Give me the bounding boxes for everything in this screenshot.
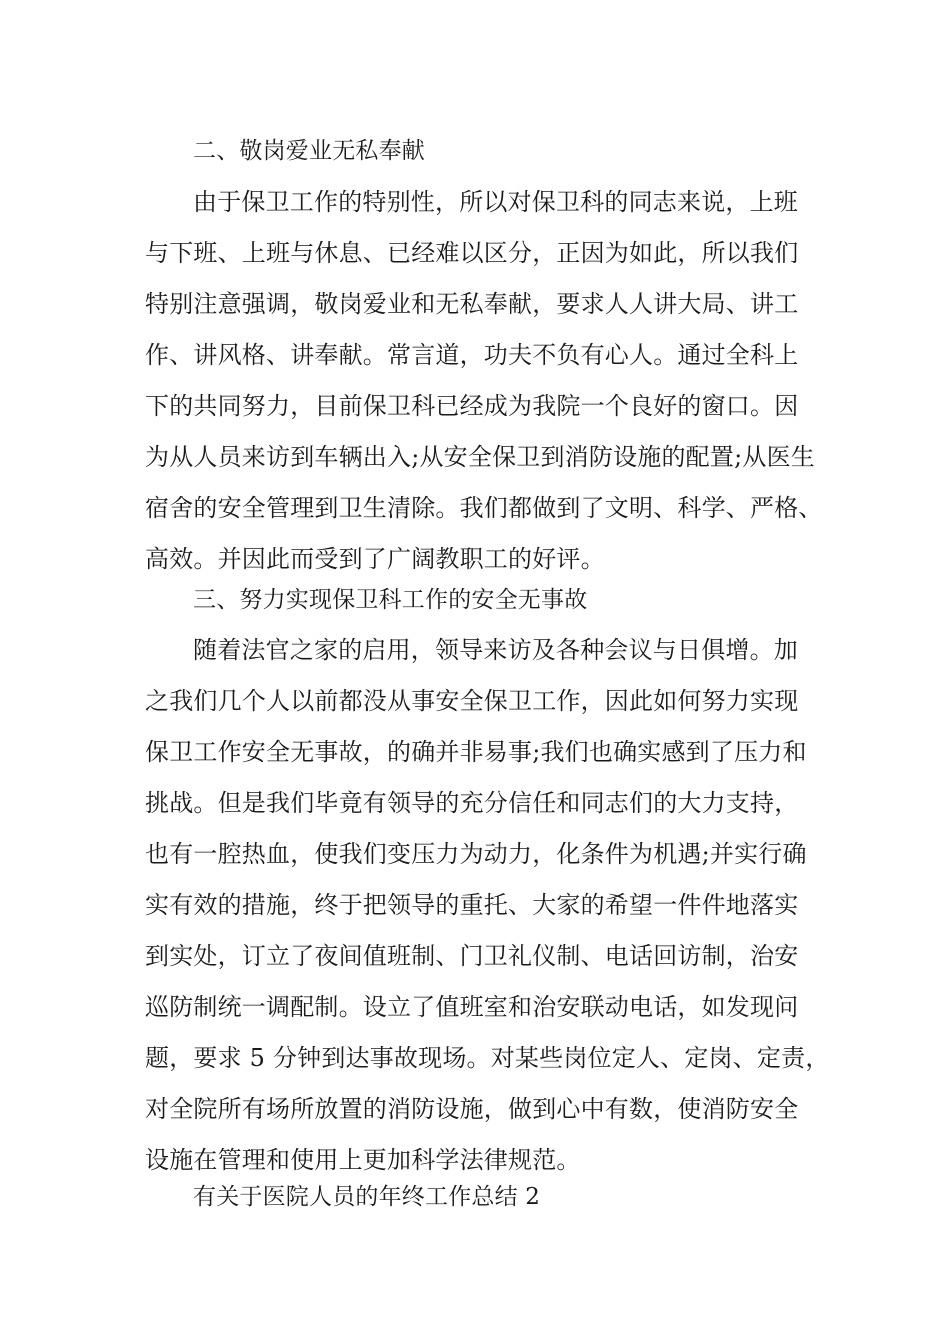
section-three-heading (145, 575, 835, 626)
paragraph-line: 挑战。但是我们毕竟有领导的充分信任和同志们的大力支持， (145, 789, 799, 817)
section-two-heading (145, 126, 835, 177)
paragraph-line: 题，要求 5 分钟到达事故现场。对某些岗位定人、定岗、定责， (145, 1044, 830, 1072)
paragraph-line: 到实处，订立了夜间值班制、门卫礼仪制、电话回访制，治安 (145, 942, 799, 970)
paragraph-line: 对全院所有场所放置的消防设施，做到心中有数，使消防安全 (145, 1095, 799, 1123)
paragraph-line: 之我们几个人以前都没从事安全保卫工作，因此如何努力实现 (145, 687, 799, 715)
paragraph-line: 高效。并因此而受到了广阔教职工的好评。 (145, 545, 605, 573)
paragraph-line: 保卫工作安全无事故，的确并非易事;我们也确实感到了压力和 (145, 738, 807, 766)
paragraph-line: 实有效的措施，终于把领导的重托、大家的希望一件件地落实 (145, 891, 799, 919)
paragraph-line: 也有一腔热血，使我们变压力为动力，化条件为机遇;并实行确 (145, 840, 807, 868)
next-section-title (145, 1172, 835, 1223)
paragraph-line: 为从人员来访到车辆出入;从安全保卫到消防设施的配置;从医生 (145, 443, 815, 471)
heading-text: 二、敬岗爱业无私奉献 (193, 138, 425, 164)
paragraph-line: 设施在管理和使用上更加科学法律规范。 (145, 1146, 581, 1174)
section-two-paragraph (145, 177, 835, 585)
heading-text: 三、努力实现保卫科工作的安全无事故 (193, 587, 588, 613)
paragraph-line: 下的共同努力，目前保卫科已经成为我院一个良好的窗口。因 (145, 392, 799, 420)
paragraph-line: 巡防制统一调配制。设立了值班室和治安联动电话，如发现问 (145, 993, 799, 1021)
section-three-paragraph (145, 625, 835, 1186)
title-text: 有关于医院人员的年终工作总结 2 (193, 1184, 541, 1210)
paragraph-line: 宿舍的安全管理到卫生清除。我们都做到了文明、科学、严格、 (145, 494, 823, 522)
paragraph-line: 随着法官之家的启用，领导来访及各种会议与日俱增。加 (193, 636, 798, 664)
paragraph-line: 作、讲风格、讲奉献。常言道，功夫不负有心人。通过全科上 (145, 341, 799, 369)
paragraph-line: 由于保卫工作的特别性，所以对保卫科的同志来说，上班 (193, 188, 798, 216)
paragraph-line: 与下班、上班与休息、已经难以区分，正因为如此，所以我们 (145, 239, 799, 267)
paragraph-line: 特别注意强调，敬岗爱业和无私奉献，要求人人讲大局、讲工 (145, 290, 799, 318)
